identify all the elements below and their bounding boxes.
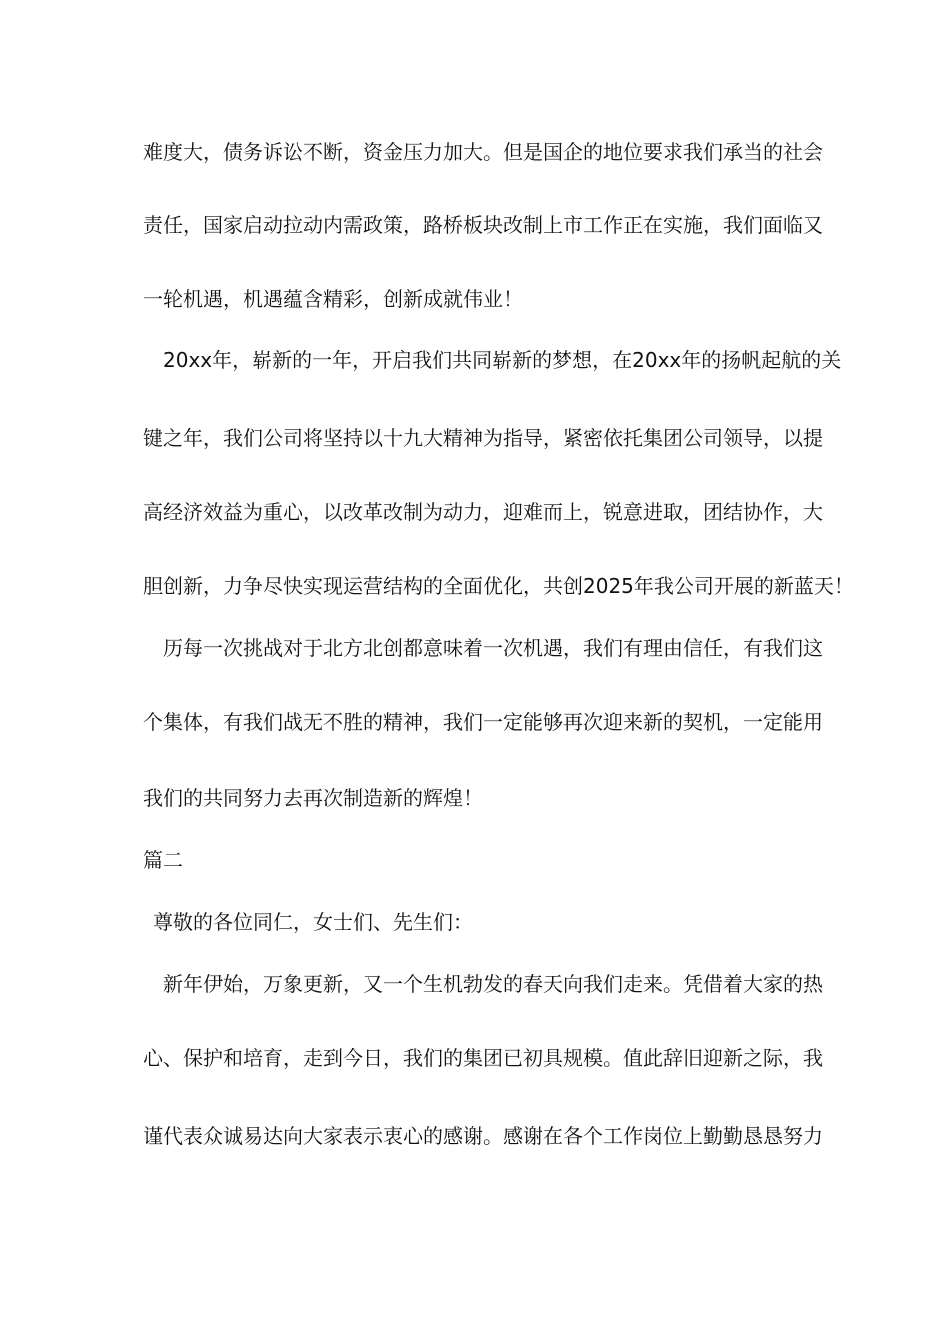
section-heading: 篇二 xyxy=(143,848,183,872)
salutation: 尊敬的各位同仁，女士们、先生们： xyxy=(153,910,473,934)
paragraph-first-line: 新年伊始，万象更新，又一个生机勃发的春天向我们走来。凭借着大家的热 xyxy=(163,972,823,996)
body-text-line: 高经济效益为重心，以改革改制为动力，迎难而上，锐意进取，团结协作，大 xyxy=(143,500,823,524)
body-text-line: 胆创新，力争尽快实现运营结构的全面优化，共创2025年我公司开展的新蓝天！ xyxy=(143,574,854,598)
body-text-line: 谨代表众诚易达向大家表示衷心的感谢。感谢在各个工作岗位上勤勤恳恳努力 xyxy=(143,1124,823,1148)
body-text-line: 心、保护和培育，走到今日，我们的集团已初具规模。值此辞旧迎新之际，我 xyxy=(143,1046,823,1070)
body-text-line: 个集体，有我们战无不胜的精神，我们一定能够再次迎来新的契机，一定能用 xyxy=(143,710,823,734)
body-text-line: 我们的共同努力去再次制造新的辉煌！ xyxy=(143,786,483,810)
paragraph-first-line: 20xx年，崭新的一年，开启我们共同崭新的梦想，在20xx年的扬帆起航的关 xyxy=(163,348,842,372)
paragraph-first-line: 历每一次挑战对于北方北创都意味着一次机遇，我们有理由信任，有我们这 xyxy=(163,636,823,660)
body-text-line: 难度大，债务诉讼不断，资金压力加大。但是国企的地位要求我们承当的社会 xyxy=(143,140,823,164)
body-text-line: 键之年，我们公司将坚持以十九大精神为指导，紧密依托集团公司领导，以提 xyxy=(143,426,823,450)
body-text-line: 一轮机遇，机遇蕴含精彩，创新成就伟业！ xyxy=(143,287,523,311)
body-text-line: 责任，国家启动拉动内需政策，路桥板块改制上市工作正在实施，我们面临又 xyxy=(143,213,823,237)
